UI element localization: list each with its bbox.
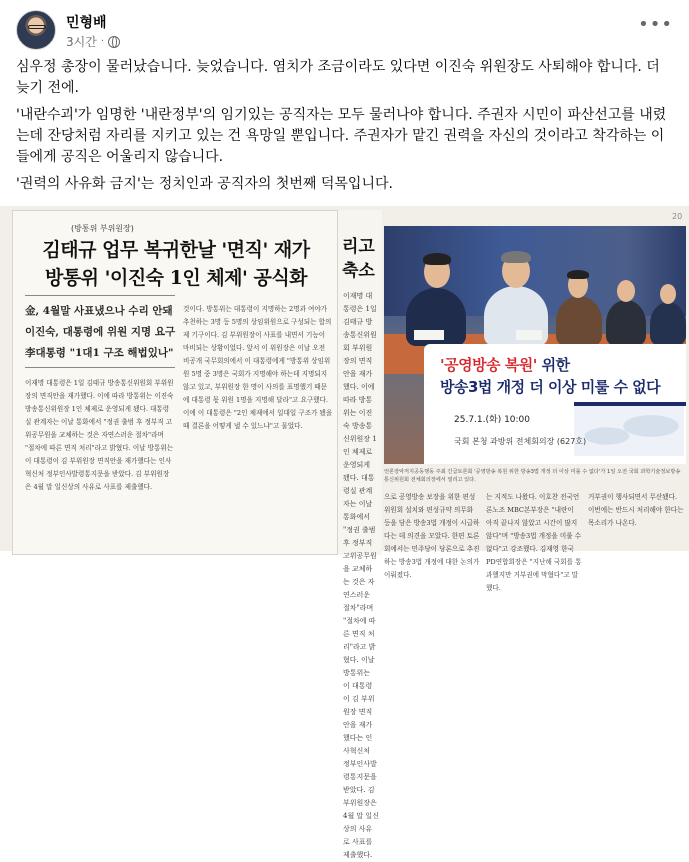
strip-text: 이재명 대통령은 1일 김태규 방송통신위원회 부위원장의 면직안을 재가했다. 이에 따라 방통위는 이진숙 방송통신위원장 1인 체제로 운영되게 됐다. 대통령실 관계자는 이날 통화에서 "정권 출범 후 정부직 고위공무원을 교체하는 것은 자연스러운 절차"라며 "절차에 따른 면직 처리"라고 밝혔다. 이날 방통위는 이 대통령이 김 부위원장 면직안을 재가했다는 인사혁신처 정부인사발령통지문을 받았다. 김 부위원장은 4월 말 일신상의 사유로 사표를 제출했다. xyxy=(343,292,379,859)
post-paragraph: 심우정 총장이 물러났습니다. 늦었습니다. 염치가 조금이라도 있다면 이진숙 위원장도 사퇴해야 합니다. 더 늦기 전에. xyxy=(16,59,660,96)
banner-title: '공영방송 복원' 위한 xyxy=(440,356,570,374)
clipping-subhead: 이진숙, 대통령에 위원 지명 요구 xyxy=(25,326,176,338)
page-number: 20 xyxy=(672,212,683,221)
clipping-column: 이재명 대통령은 1일 김태규 방송통신위원회 부위원장의 면직안을 재가했다. 이에 따라 방통위는 이진숙 방송통신위원장 1인 체제로 운영되게 됐다. 대통령실 관계자는 이날 통화에서 "정권 출범 후 정부직 고위공무원을 교체하는 것은 자연스러운 절차"라며 "절차에 따른 면직 처리"라고 밝혔다. 이날 방통위는 이 대통령이 김 부위원장 면직안을 재가했다는 인사혁신처 정부인사발령통지문을 받았다. 김 부위원장은 4월 말 일신상의 사유로 사표를 제출했다. xyxy=(25,379,174,491)
banner-date: 25.7.1.(화) 10:00 xyxy=(454,415,531,425)
post-text xyxy=(16,57,676,201)
post-paragraph: '권력의 사유화 금지'는 정치인과 공직자의 첫번째 덕목입니다. xyxy=(16,176,393,192)
clipping-subhead: 李대통령 "1대1 구조 해법있나" xyxy=(25,347,174,359)
newspaper-clipping xyxy=(12,210,338,555)
post-paragraph: '내란수괴'가 임명한 '내란정부'의 임기있는 공직자는 모두 물러나야 합니다. 주권자 시민이 파산선고를 내렸는데 잔당처럼 자리를 지키고 있는 건 욕망일 뿐입니다. 주권자가 맡긴 권력을 자신의 것이라고 착각하는 이들에게 공직은 어울리지 않습니다. xyxy=(16,107,667,165)
article-column: 는 지적도 나왔다. 이호찬 전국언론노조 MBC본부장은 "내란이 아직 끝나지 않았고 시간이 많지 않다"며 "방송3법 개정을 미룰 수 없다"고 강조했다. 김재영 한국PD연합회장은 "지난해 국회를 통과했지만 거부권에 막혔다"고 말했다. xyxy=(486,493,582,592)
forum-banner xyxy=(424,344,686,464)
forum-photo xyxy=(384,226,686,464)
clipping-column: 것이다. 방통위는 대통령이 지명하는 2명과 여야가 추천하는 3명 등 5명의 상임위원으로 구성되는 합의제 기구이다. 김 부위원장이 사표를 내면서 기능이 마비되는 상황이었다. 앞서 이 위원장은 이날 오전 비공개 국무회의에서 이 대통령에게 "방통위 상임위원 5명 중 3명은 국회가 지명해야 하는데 지명되지 않고 있고, 부위원장 한 명이 사의를 표명했기 때문에 대통령 몫 위원 1명을 지명해 달라"고 요구했다. 이에 이 대통령은 "2인 체제에서 일대일 구조가 됐을 때 결론을 어떻게 낼 수 있느냐"고 물었다. xyxy=(183,305,333,430)
more-options-button[interactable]: ••• xyxy=(638,14,673,35)
strip-headline: 리고 xyxy=(342,237,375,257)
banner-title: 방송3법 개정 더 이상 미룰 수 없다 xyxy=(440,378,661,396)
map-graphic xyxy=(574,406,684,456)
globe-icon[interactable] xyxy=(108,36,120,48)
article-column: 으로 공영방송 보장을 위한 편성위원회 설치와 편성규약 의무화 등을 담은 방송3법 개정이 시급하다는 데 의견을 모았다. 한편 토론회에서는 민주당이 당론으로 추진하는 방송3법 개정에 대한 논의가 이뤄졌다. xyxy=(384,493,480,579)
photo-caption: 언론장악저지공동행동 주최 긴급토론회 '공영방송 복원 위한 방송3법 개정 더 이상 미룰 수 없다'가 1일 오전 국회 과학기술정보방송통신위원회 전체회의장에서 열리고 있다. xyxy=(384,469,681,483)
clipping-headline: 김태규 업무 복귀한날 '면직' 재가 xyxy=(42,239,310,261)
banner-venue: 국회 본청 과방위 전체회의장 (627호) xyxy=(454,437,587,446)
post-image[interactable] xyxy=(0,206,689,859)
post-header xyxy=(0,0,689,56)
adjacent-article-strip xyxy=(338,210,382,859)
author-name[interactable]: 민형배 xyxy=(66,15,107,31)
strip-headline: 축소 xyxy=(342,261,375,281)
clipping-subhead: 金, 4월말 사표냈으나 수리 안돼 xyxy=(25,305,173,317)
post-timestamp[interactable]: 3시간 xyxy=(66,35,97,49)
clipping-headline: 방통위 '이진숙 1인 체제' 공식화 xyxy=(44,267,308,289)
article-column: 거부권이 행사되면서 무산됐다. 이번에는 반드시 처리해야 한다는 목소리가 나온다. xyxy=(588,493,684,527)
clipping-kicker: (방통위 부위원장) xyxy=(71,224,134,233)
avatar[interactable] xyxy=(16,10,56,50)
post-meta: 3시간 · xyxy=(66,33,120,50)
